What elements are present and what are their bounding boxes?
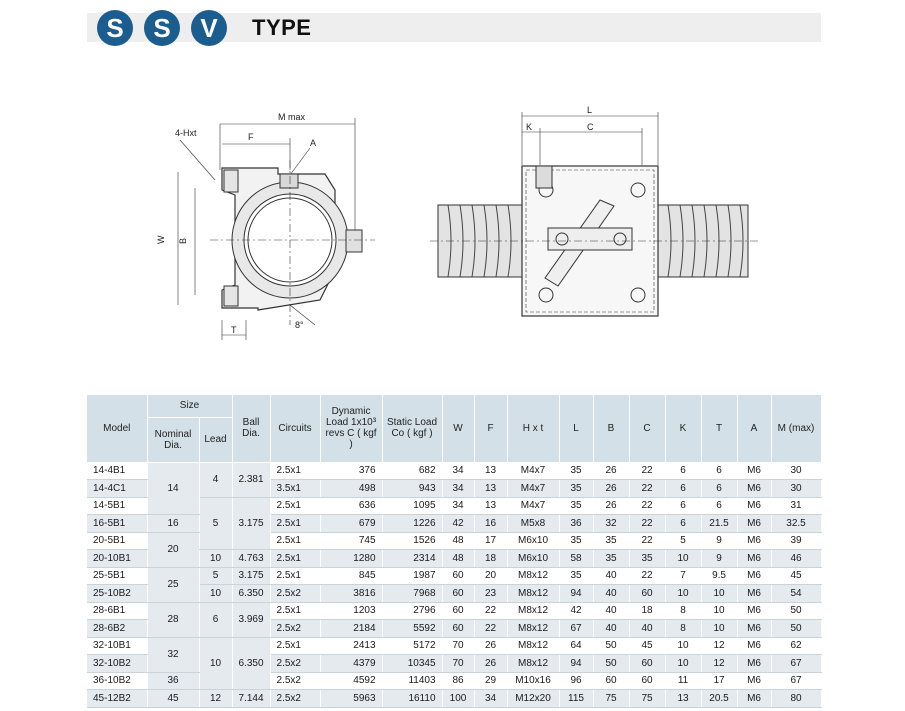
header-static-load: Static Load Co ( kgf )	[382, 395, 442, 462]
cell-w: 48	[442, 532, 474, 550]
cell-l: 96	[559, 672, 593, 690]
cell-dynamic: 845	[320, 567, 382, 585]
cell-circuits: 2.5x1	[270, 567, 320, 585]
cell-w: 70	[442, 655, 474, 673]
cell-a: M6	[737, 602, 771, 620]
cell-f: 18	[474, 550, 507, 568]
cell-w: 60	[442, 602, 474, 620]
cell-dynamic: 498	[320, 480, 382, 498]
cell-c: 22	[629, 515, 665, 533]
cell-b: 40	[593, 602, 629, 620]
label-b: B	[178, 237, 188, 244]
cell-m: 32.5	[771, 515, 821, 533]
cell-k: 10	[665, 550, 701, 568]
cell-m: 30	[771, 480, 821, 498]
header-hxt: H x t	[507, 395, 559, 462]
cell-f: 34	[474, 690, 507, 708]
cell-hxt: M8x12	[507, 567, 559, 585]
cell-model: 32-10B1	[87, 637, 147, 655]
cell-nominal-dia: 14	[147, 462, 199, 515]
cell-ball-dia: 3.969	[232, 602, 270, 637]
badge-v: V	[191, 10, 227, 46]
cell-lead: 10	[199, 550, 232, 568]
cell-model: 36-10B2	[87, 672, 147, 690]
cell-t: 21.5	[701, 515, 737, 533]
table-row	[87, 515, 821, 533]
cell-static: 5592	[382, 620, 442, 638]
cell-l: 58	[559, 550, 593, 568]
cell-circuits: 2.5x2	[270, 620, 320, 638]
cell-m: 67	[771, 655, 821, 673]
cell-circuits: 2.5x2	[270, 690, 320, 708]
cell-m: 30	[771, 462, 821, 480]
cell-w: 34	[442, 480, 474, 498]
cell-circuits: 3.5x1	[270, 480, 320, 498]
cell-circuits: 2.5x1	[270, 532, 320, 550]
cell-b: 60	[593, 672, 629, 690]
cell-dynamic: 3816	[320, 585, 382, 603]
header-b: B	[593, 395, 629, 462]
cell-t: 12	[701, 655, 737, 673]
cell-dynamic: 679	[320, 515, 382, 533]
cell-a: M6	[737, 567, 771, 585]
header-l: L	[559, 395, 593, 462]
cell-w: 34	[442, 462, 474, 480]
cell-b: 35	[593, 550, 629, 568]
cell-c: 40	[629, 620, 665, 638]
cell-f: 16	[474, 515, 507, 533]
cell-a: M6	[737, 637, 771, 655]
cell-circuits: 2.5x1	[270, 462, 320, 480]
cell-k: 11	[665, 672, 701, 690]
cell-c: 60	[629, 655, 665, 673]
cell-l: 94	[559, 655, 593, 673]
end-view-drawing	[150, 100, 380, 340]
cell-t: 6	[701, 480, 737, 498]
cell-f: 13	[474, 480, 507, 498]
cell-nominal-dia: 32	[147, 637, 199, 672]
cell-k: 6	[665, 480, 701, 498]
cell-l: 35	[559, 567, 593, 585]
cell-t: 20.5	[701, 690, 737, 708]
cell-static: 1526	[382, 532, 442, 550]
cell-m: 31	[771, 497, 821, 515]
cell-nominal-dia: 20	[147, 532, 199, 567]
cell-w: 60	[442, 585, 474, 603]
cell-circuits: 2.5x2	[270, 655, 320, 673]
cell-f: 26	[474, 655, 507, 673]
label-t: T	[231, 325, 237, 335]
cell-a: M6	[737, 655, 771, 673]
cell-b: 50	[593, 637, 629, 655]
cell-m: 67	[771, 672, 821, 690]
cell-l: 35	[559, 532, 593, 550]
cell-model: 28-6B1	[87, 602, 147, 620]
cell-m: 62	[771, 637, 821, 655]
cell-w: 60	[442, 567, 474, 585]
table-row	[87, 602, 821, 620]
cell-hxt: M10x16	[507, 672, 559, 690]
cell-f: 23	[474, 585, 507, 603]
cell-a: M6	[737, 532, 771, 550]
cell-k: 10	[665, 585, 701, 603]
cell-static: 5172	[382, 637, 442, 655]
cell-static: 2314	[382, 550, 442, 568]
cell-k: 10	[665, 637, 701, 655]
table-row	[87, 532, 821, 550]
cell-k: 6	[665, 462, 701, 480]
cell-model: 45-12B2	[87, 690, 147, 708]
cell-hxt: M4x7	[507, 480, 559, 498]
cell-f: 22	[474, 620, 507, 638]
cell-l: 67	[559, 620, 593, 638]
cell-lead: 4	[199, 462, 232, 497]
table-row	[87, 462, 821, 480]
label-a: A	[310, 138, 317, 148]
cell-m: 50	[771, 602, 821, 620]
cell-b: 32	[593, 515, 629, 533]
cell-static: 11403	[382, 672, 442, 690]
badge-s-1: S	[97, 10, 133, 46]
cell-k: 13	[665, 690, 701, 708]
header-circuits: Circuits	[270, 395, 320, 462]
cell-w: 48	[442, 550, 474, 568]
cell-nominal-dia: 25	[147, 567, 199, 602]
cell-k: 6	[665, 497, 701, 515]
cell-static: 682	[382, 462, 442, 480]
cell-c: 60	[629, 672, 665, 690]
cell-l: 35	[559, 480, 593, 498]
cell-c: 35	[629, 550, 665, 568]
label-angle: 8°	[295, 320, 304, 330]
cell-dynamic: 4592	[320, 672, 382, 690]
cell-model: 25-5B1	[87, 567, 147, 585]
cell-hxt: M6x10	[507, 550, 559, 568]
cell-model: 25-10B2	[87, 585, 147, 603]
cell-b: 75	[593, 690, 629, 708]
cell-lead: 6	[199, 602, 232, 637]
header-ball-dia: Ball Dia.	[232, 395, 270, 462]
cell-a: M6	[737, 550, 771, 568]
cell-circuits: 2.5x2	[270, 672, 320, 690]
cell-k: 6	[665, 515, 701, 533]
cell-circuits: 2.5x1	[270, 602, 320, 620]
cell-c: 22	[629, 567, 665, 585]
cell-w: 34	[442, 497, 474, 515]
cell-dynamic: 636	[320, 497, 382, 515]
cell-ball-dia: 3.175	[232, 567, 270, 585]
cell-m: 46	[771, 550, 821, 568]
header-m-max: M (max)	[771, 395, 821, 462]
label-m-max: M max	[278, 112, 305, 122]
cell-m: 50	[771, 620, 821, 638]
cell-k: 8	[665, 620, 701, 638]
cell-static: 10345	[382, 655, 442, 673]
cell-lead: 5	[199, 567, 232, 585]
cell-t: 6	[701, 462, 737, 480]
cell-a: M6	[737, 515, 771, 533]
cell-model: 14-4B1	[87, 462, 147, 480]
cell-nominal-dia: 28	[147, 602, 199, 637]
cell-t: 9	[701, 532, 737, 550]
header-dynamic-load: Dynamic Load 1x10³ revs C ( kgf )	[320, 395, 382, 462]
cell-static: 2796	[382, 602, 442, 620]
cell-lead: 5	[199, 497, 232, 550]
cell-b: 40	[593, 567, 629, 585]
cell-hxt: M8x12	[507, 620, 559, 638]
cell-w: 86	[442, 672, 474, 690]
cell-a: M6	[737, 690, 771, 708]
cell-a: M6	[737, 462, 771, 480]
cell-static: 1095	[382, 497, 442, 515]
cell-f: 22	[474, 602, 507, 620]
cell-f: 17	[474, 532, 507, 550]
cell-l: 35	[559, 497, 593, 515]
cell-model: 14-5B1	[87, 497, 147, 515]
cell-c: 45	[629, 637, 665, 655]
cell-t: 9	[701, 550, 737, 568]
header-f: F	[474, 395, 507, 462]
cell-ball-dia: 4.763	[232, 550, 270, 568]
header-k: K	[665, 395, 701, 462]
cell-dynamic: 1203	[320, 602, 382, 620]
cell-b: 26	[593, 480, 629, 498]
cell-ball-dia: 6.350	[232, 585, 270, 603]
cell-t: 9.5	[701, 567, 737, 585]
label-4-hxt: 4-Hxt	[175, 128, 197, 138]
cell-circuits: 2.5x2	[270, 585, 320, 603]
cell-c: 22	[629, 497, 665, 515]
cell-nominal-dia: 45	[147, 690, 199, 708]
cell-f: 26	[474, 637, 507, 655]
cell-t: 12	[701, 637, 737, 655]
cell-t: 6	[701, 497, 737, 515]
cell-dynamic: 1280	[320, 550, 382, 568]
cell-f: 13	[474, 497, 507, 515]
cell-hxt: M8x12	[507, 655, 559, 673]
cell-circuits: 2.5x1	[270, 550, 320, 568]
cell-model: 14-4C1	[87, 480, 147, 498]
cell-static: 1226	[382, 515, 442, 533]
cell-a: M6	[737, 672, 771, 690]
cell-m: 39	[771, 532, 821, 550]
cell-hxt: M12x20	[507, 690, 559, 708]
header-a: A	[737, 395, 771, 462]
cell-a: M6	[737, 585, 771, 603]
label-c: C	[587, 122, 594, 132]
cell-l: 36	[559, 515, 593, 533]
cell-w: 42	[442, 515, 474, 533]
cell-k: 5	[665, 532, 701, 550]
cell-lead: 12	[199, 690, 232, 708]
badge-s-2: S	[144, 10, 180, 46]
cell-static: 16110	[382, 690, 442, 708]
cell-m: 80	[771, 690, 821, 708]
cell-dynamic: 5963	[320, 690, 382, 708]
cell-model: 20-5B1	[87, 532, 147, 550]
cell-nominal-dia: 36	[147, 672, 199, 690]
cell-ball-dia: 6.350	[232, 637, 270, 690]
cell-circuits: 2.5x1	[270, 497, 320, 515]
cell-l: 94	[559, 585, 593, 603]
cell-c: 75	[629, 690, 665, 708]
header-lead: Lead	[199, 417, 232, 462]
cell-model: 20-10B1	[87, 550, 147, 568]
header-t: T	[701, 395, 737, 462]
cell-c: 22	[629, 532, 665, 550]
cell-b: 50	[593, 655, 629, 673]
cell-static: 7968	[382, 585, 442, 603]
cell-b: 40	[593, 585, 629, 603]
cell-c: 60	[629, 585, 665, 603]
cell-static: 1987	[382, 567, 442, 585]
cell-b: 40	[593, 620, 629, 638]
table-row	[87, 672, 821, 690]
spec-table	[87, 395, 822, 708]
cell-l: 115	[559, 690, 593, 708]
cell-a: M6	[737, 480, 771, 498]
label-l: L	[587, 105, 593, 115]
cell-hxt: M8x12	[507, 585, 559, 603]
table-row	[87, 690, 821, 708]
header-size: Size	[147, 395, 232, 417]
cell-k: 8	[665, 602, 701, 620]
header-c: C	[629, 395, 665, 462]
cell-t: 17	[701, 672, 737, 690]
cell-ball-dia: 7.144	[232, 690, 270, 708]
cell-c: 18	[629, 602, 665, 620]
cell-k: 10	[665, 655, 701, 673]
cell-lead: 10	[199, 585, 232, 603]
cell-model: 16-5B1	[87, 515, 147, 533]
cell-l: 42	[559, 602, 593, 620]
label-k: K	[526, 122, 533, 132]
cell-c: 22	[629, 480, 665, 498]
cell-circuits: 2.5x1	[270, 515, 320, 533]
label-w: W	[156, 235, 166, 244]
label-f: F	[248, 132, 254, 142]
header-w: W	[442, 395, 474, 462]
cell-l: 35	[559, 462, 593, 480]
cell-lead: 10	[199, 637, 232, 690]
table-row	[87, 567, 821, 585]
cell-f: 13	[474, 462, 507, 480]
cell-w: 70	[442, 637, 474, 655]
cell-w: 60	[442, 620, 474, 638]
cell-model: 28-6B2	[87, 620, 147, 638]
cell-hxt: M6x10	[507, 532, 559, 550]
cell-k: 7	[665, 567, 701, 585]
cell-ball-dia: 3.175	[232, 497, 270, 550]
cell-ball-dia: 2.381	[232, 462, 270, 497]
cell-b: 26	[593, 462, 629, 480]
cell-dynamic: 4379	[320, 655, 382, 673]
cell-m: 54	[771, 585, 821, 603]
header-model: Model	[87, 395, 147, 462]
cell-hxt: M8x12	[507, 637, 559, 655]
cell-dynamic: 745	[320, 532, 382, 550]
cell-a: M6	[737, 620, 771, 638]
cell-circuits: 2.5x1	[270, 637, 320, 655]
cell-nominal-dia: 16	[147, 515, 199, 533]
cell-hxt: M5x8	[507, 515, 559, 533]
side-view-drawing	[430, 100, 760, 325]
cell-b: 35	[593, 532, 629, 550]
cell-t: 10	[701, 602, 737, 620]
cell-hxt: M4x7	[507, 497, 559, 515]
header-nominal-dia: Nominal Dia.	[147, 417, 199, 462]
cell-f: 20	[474, 567, 507, 585]
cell-hxt: M4x7	[507, 462, 559, 480]
cell-dynamic: 2184	[320, 620, 382, 638]
type-title: TYPE	[252, 15, 312, 40]
cell-a: M6	[737, 497, 771, 515]
cell-dynamic: 376	[320, 462, 382, 480]
cell-t: 10	[701, 585, 737, 603]
cell-static: 943	[382, 480, 442, 498]
cell-w: 100	[442, 690, 474, 708]
cell-dynamic: 2413	[320, 637, 382, 655]
cell-f: 29	[474, 672, 507, 690]
cell-model: 32-10B2	[87, 655, 147, 673]
cell-c: 22	[629, 462, 665, 480]
cell-t: 10	[701, 620, 737, 638]
cell-b: 26	[593, 497, 629, 515]
table-row	[87, 637, 821, 655]
cell-m: 45	[771, 567, 821, 585]
cell-l: 64	[559, 637, 593, 655]
cell-hxt: M8x12	[507, 602, 559, 620]
